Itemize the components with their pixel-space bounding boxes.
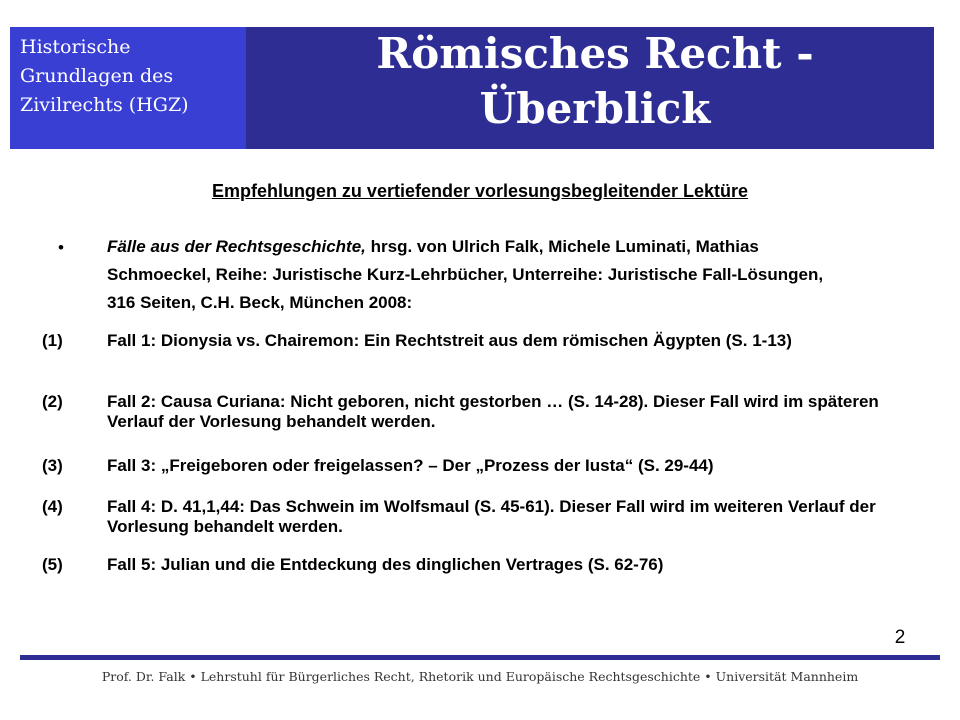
- footer-text: Prof. Dr. Falk • Lehrstuhl für Bürgerliches Recht, Rhetorik und Europäische Rechtsgeschichte • Universität Mannheim: [101, 669, 859, 684]
- case-number: (4): [42, 497, 63, 516]
- slide-title-line1: Römisches Recht -: [376, 29, 814, 78]
- page-number: 2: [894, 627, 906, 648]
- slide-title-line2: Überblick: [479, 84, 711, 133]
- course-title: Historische Grundlagen des Zivilrechts (HGZ): [20, 36, 189, 116]
- case-number: (1): [42, 331, 63, 350]
- case-number: (5): [42, 555, 63, 574]
- case-text: Fall 4: D. 41,1,44: Das Schwein im Wolfsmaul (S. 45-61). Dieser Fall wird im weiteren Verlauf der Vorlesung behandelt werden.: [107, 497, 876, 536]
- book-details: hrsg. von Ulrich Falk, Michele Luminati, Mathias Schmoeckel, Reihe: Juristische Kurz-Lehrbücher, Unterreihe: Juristische Fall-Lösungen, 316 Seiten, C.H. Beck, München 2008:: [107, 237, 824, 312]
- book-title: Fälle aus der Rechtsgeschichte,: [107, 237, 366, 256]
- case-text: Fall 3: „Freigeboren oder freigelassen? – Der „Prozess der Iusta“ (S. 29-44): [107, 456, 714, 475]
- book-reference: [107, 233, 827, 317]
- case-text: Fall 5: Julian und die Entdeckung des dinglichen Vertrages (S. 62-76): [107, 555, 664, 574]
- case-text: Fall 1: Dionysia vs. Chairemon: Ein Rechtstreit aus dem römischen Ägypten (S. 1-13): [107, 331, 792, 350]
- case-number: (2): [42, 392, 63, 411]
- bullet-marker: •: [58, 238, 64, 257]
- slide-title: [295, 26, 895, 136]
- footer-divider: [20, 655, 940, 660]
- case-number: (3): [42, 456, 63, 475]
- case-text: Fall 2: Causa Curiana: Nicht geboren, nicht gestorben … (S. 14-28). Dieser Fall wird im späteren Verlauf der Vorlesung behandelt werden.: [107, 392, 879, 431]
- section-heading: Empfehlungen zu vertiefender vorlesungsbegleitender Lektüre: [211, 181, 749, 201]
